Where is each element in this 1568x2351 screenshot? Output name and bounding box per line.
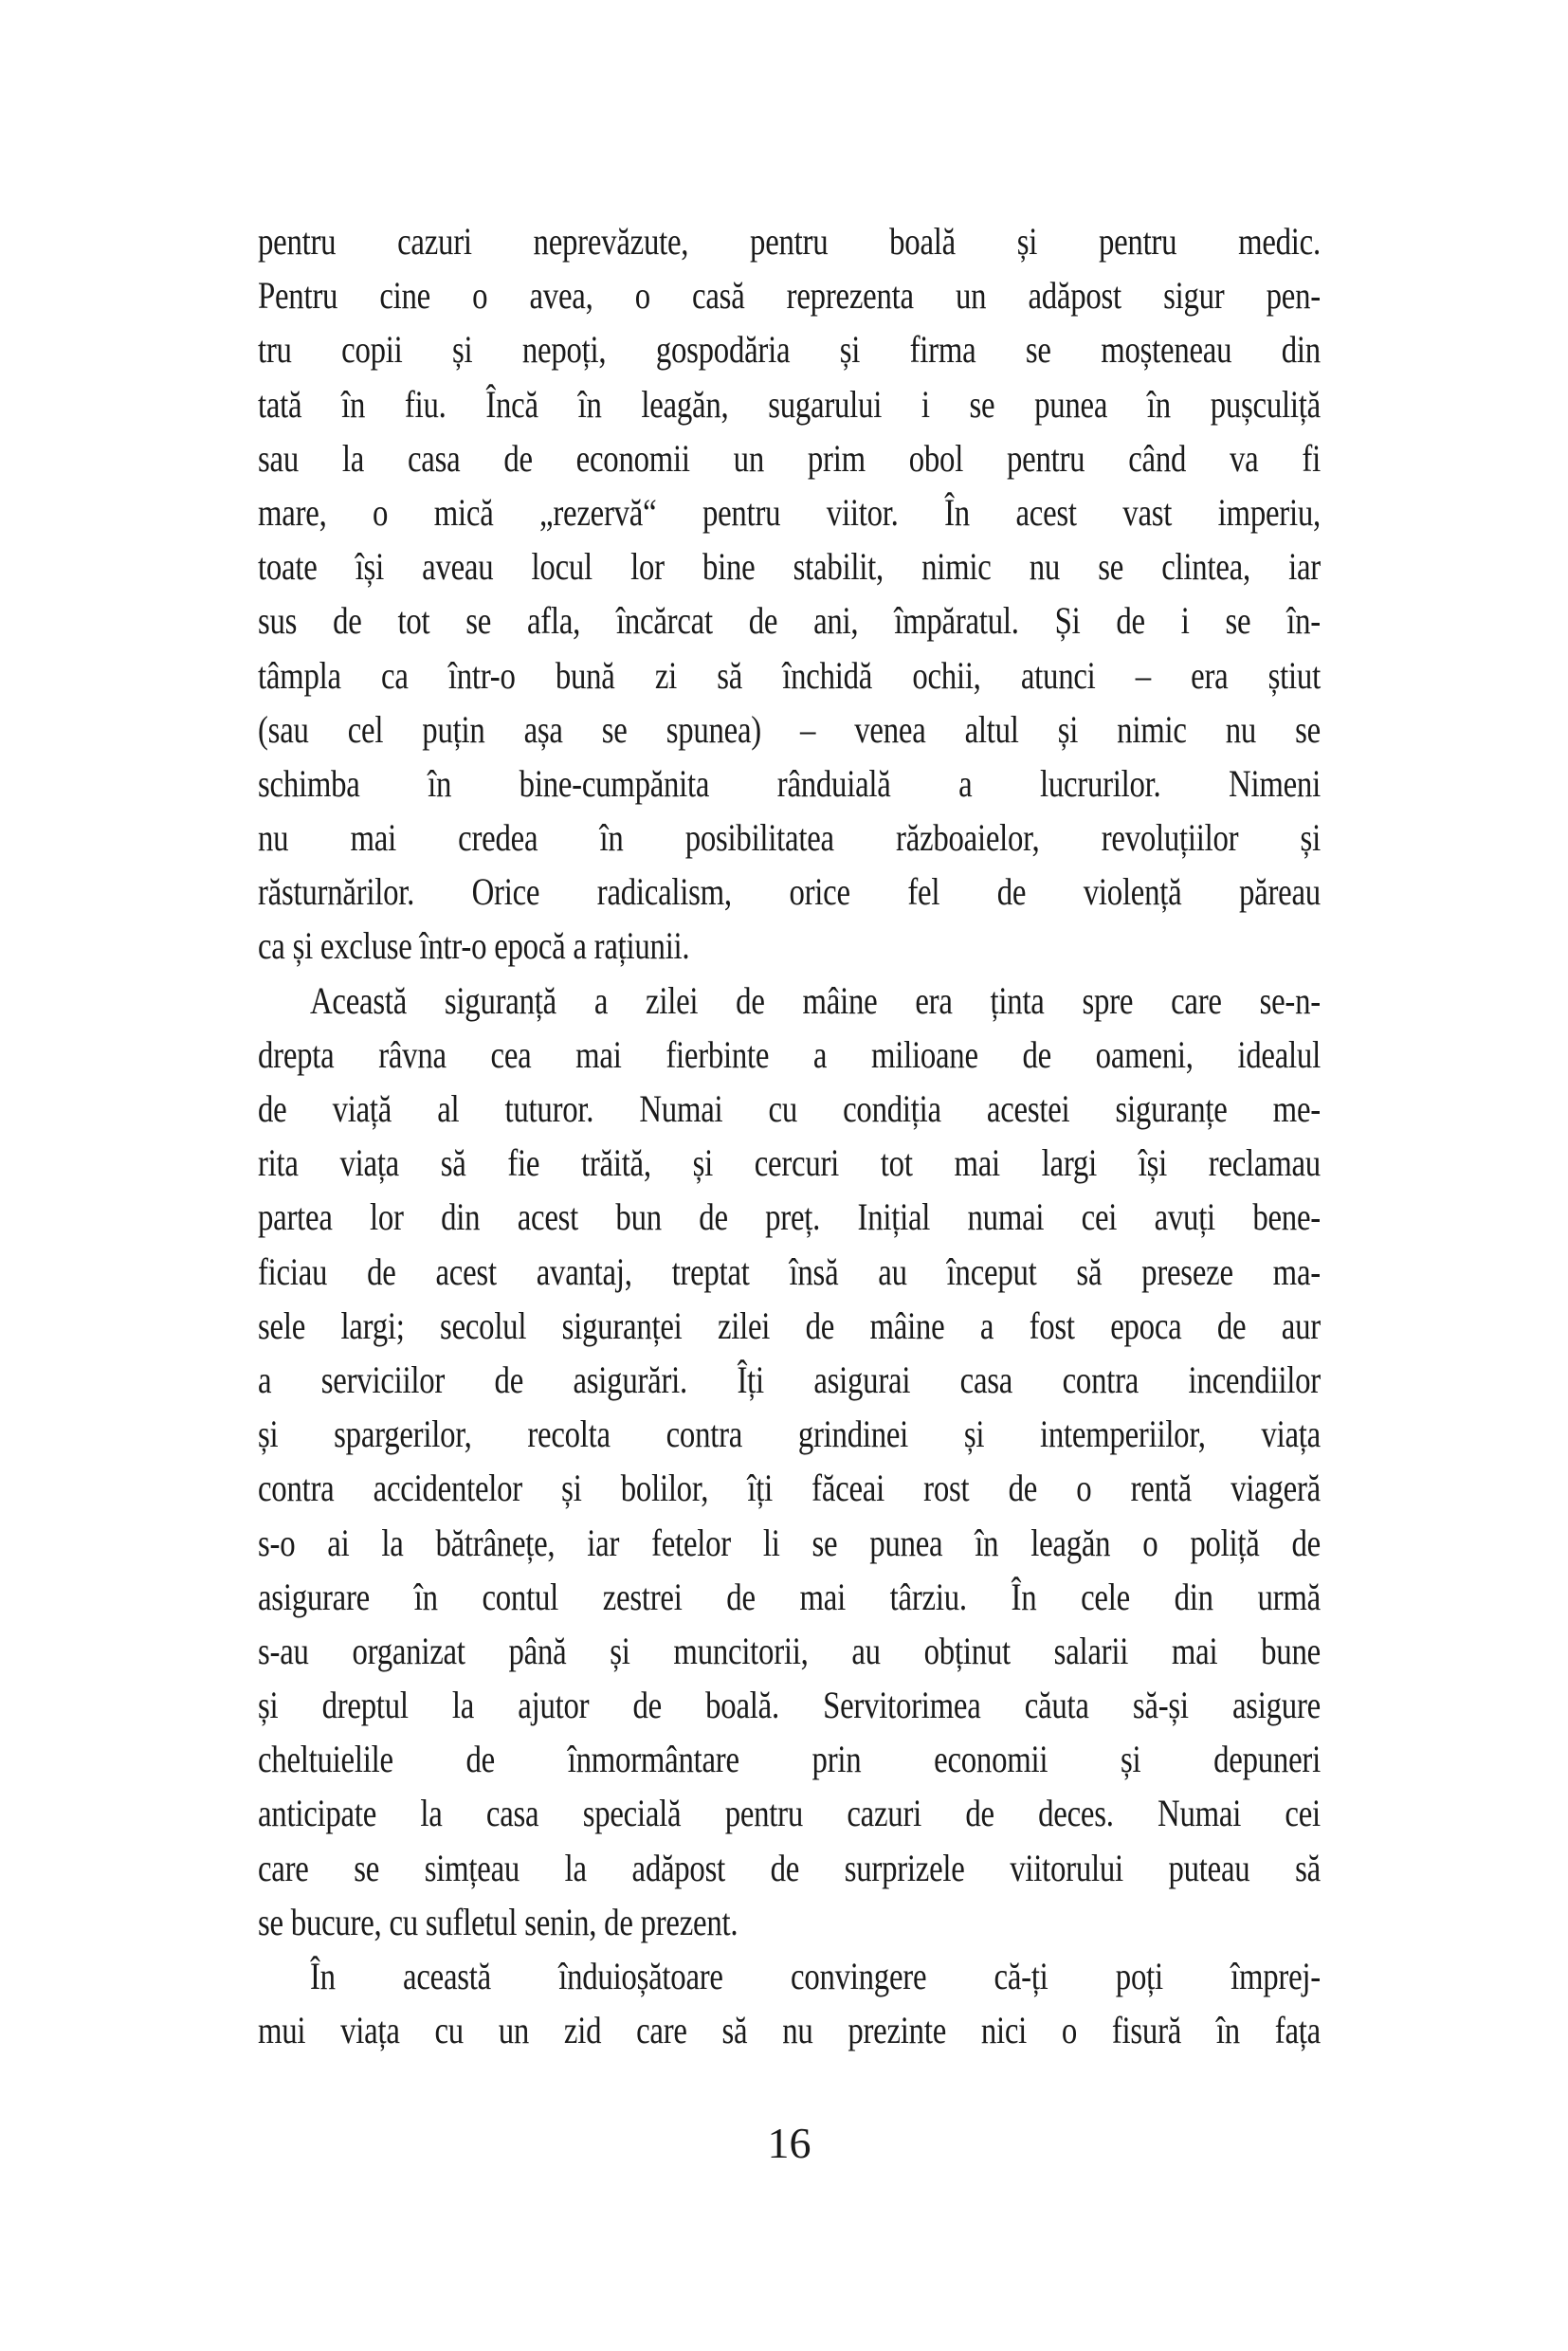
- text-line: mui viața cu un zid care să nu prezinte nici o fisură în fața: [258, 2009, 1321, 2052]
- text-line: și spargerilor, recolta contra grindinei și intemperiilor, viața: [258, 1412, 1321, 1456]
- paragraph: [258, 214, 1321, 974]
- text-line: contra accidentelor și bolilor, îți făceai rost de o rentă viageră: [258, 1467, 1321, 1510]
- text-line: s-o ai la bătrânețe, iar fetelor li se punea în leagăn o poliță de: [258, 1521, 1321, 1564]
- text-line: Pentru cine o avea, o casă reprezenta un adăpost sigur pen-: [258, 274, 1321, 318]
- text-line: mare, o mică „rezervă“ pentru viitor. În acest vast imperiu,: [258, 490, 1321, 534]
- text-line: ca și excluse într-o epocă a rațiunii.: [258, 924, 690, 968]
- text-line: care se simțeau la adăpost de surprizele viitorului puteau să: [258, 1846, 1321, 1889]
- text-line: tru copii și nepoți, gospodăria și firma se moșteneau din: [258, 328, 1321, 372]
- text-line: drepta râvna cea mai fierbinte a milioane de oameni, idealul: [258, 1032, 1321, 1076]
- text-line: se bucure, cu sufletul senin, de prezent.: [258, 1900, 738, 1943]
- text-line: de viață al tuturor. Numai cu condiția acestei siguranțe me-: [258, 1087, 1321, 1130]
- text-line: s-au organizat până și muncitorii, au obținut salarii mai bune: [258, 1629, 1321, 1672]
- text-line: tâmpla ca într-o bună zi să închidă ochii, atunci – era știut: [258, 653, 1321, 697]
- text-line: anticipate la casa specială pentru cazuri de deces. Numai cei: [258, 1792, 1321, 1835]
- text-line: schimba în bine-cumpănita rânduială a lucrurilor. Nimeni: [258, 761, 1321, 805]
- text-line: și dreptul la ajutor de boală. Servitorimea căuta să-și asigure: [258, 1684, 1321, 1727]
- text-line: Această siguranță a zilei de mâine era ținta spre care se-n-: [309, 978, 1321, 1022]
- text-line: cheltuielile de înmormântare prin economii și depuneri: [258, 1738, 1321, 1781]
- text-line: ficiau de acest avantaj, treptat însă au început să preseze ma-: [258, 1249, 1321, 1293]
- paragraph: [258, 1949, 1321, 2057]
- text-line: răsturnărilor. Orice radicalism, orice fel de violență păreau: [258, 870, 1321, 914]
- text-line: sau la casa de economii un prim obol pentru când va fi: [258, 436, 1321, 480]
- text-line: a serviciilor de asigurări. Îți asigurai casa contra incendiilor: [258, 1358, 1321, 1401]
- text-line: rita viața să fie trăită, și cercuri tot mai largi își reclamau: [258, 1141, 1321, 1185]
- text-line: În această înduioșătoare convingere că-ți poți împrej-: [309, 1955, 1321, 1997]
- paragraph: [258, 974, 1321, 1949]
- text-line: asigurare în contul zestrei de mai târziu. În cele din urmă: [258, 1575, 1321, 1618]
- text-line: partea lor din acest bun de preț. Inițial numai cei avuți bene-: [258, 1195, 1321, 1239]
- page-number: 16: [767, 2119, 811, 2167]
- text-line: pentru cazuri neprevăzute, pentru boală și pentru medic.: [258, 220, 1321, 263]
- text-line: sus de tot se afla, încărcat de ani, împăratul. Și de i se în-: [258, 599, 1321, 643]
- text-line: (sau cel puțin așa se spunea) – venea altul și nimic nu se: [258, 707, 1321, 751]
- text-line: nu mai credea în posibilitatea războaielor, revoluțiilor și: [258, 816, 1321, 860]
- text-line: sele largi; secolul siguranței zilei de mâine a fost epoca de aur: [258, 1303, 1321, 1347]
- text-block: [258, 214, 1321, 2057]
- text-line: tată în fiu. Încă în leagăn, sugarului i se punea în pușculiță: [258, 382, 1321, 426]
- text-line: toate își aveau locul lor bine stabilit, nimic nu se clintea, iar: [258, 545, 1321, 589]
